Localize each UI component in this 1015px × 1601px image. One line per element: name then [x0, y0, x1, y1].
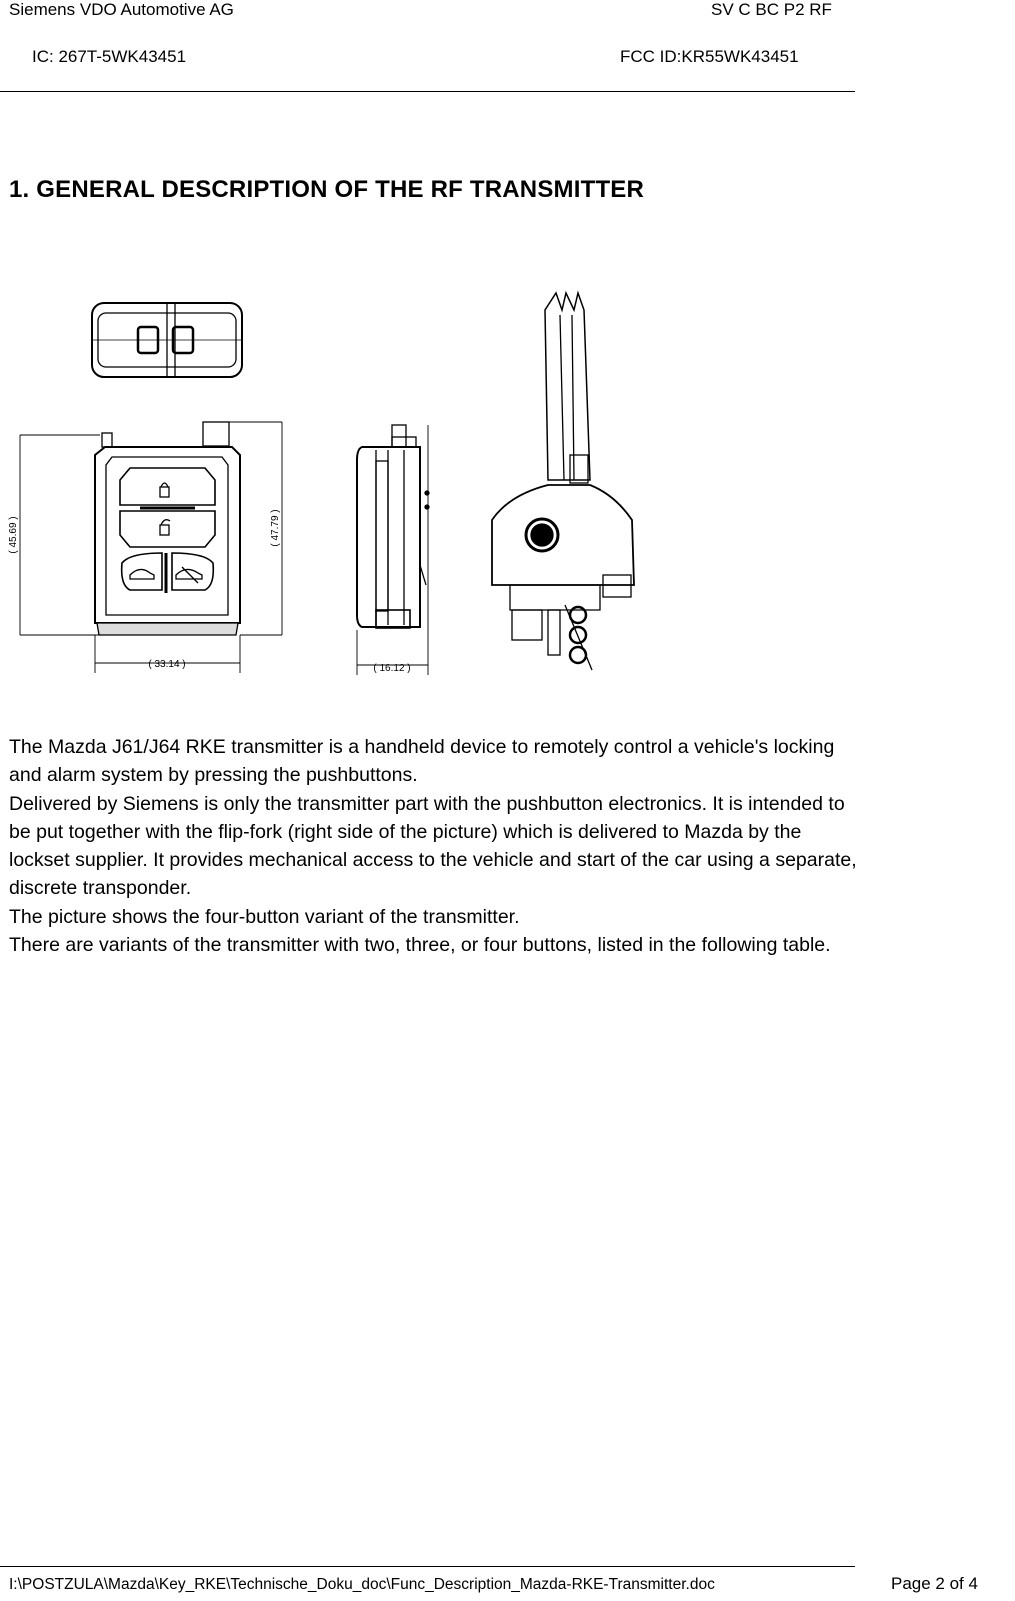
footer-page-number: Page 2 of 4 — [891, 1574, 978, 1593]
header-department: SV C BC P2 RF — [711, 0, 832, 19]
header-rule — [0, 91, 855, 92]
paragraph: The Mazda J61/J64 RKE transmitter is a handheld device to remotely control a vehicle's locking and alarm system by pressing the pushbuttons. — [9, 736, 835, 787]
transmitter-drawing — [0, 285, 660, 685]
header-company: Siemens VDO Automotive AG — [9, 0, 234, 19]
trunk-button — [122, 553, 162, 590]
top-view — [92, 303, 242, 377]
footer-rule — [0, 1566, 855, 1567]
paragraph: There are variants of the transmitter with two, three, or four buttons, listed in the following table. — [9, 934, 831, 957]
side-view — [357, 425, 429, 628]
dim-width-side: ( 16.12 ) — [373, 663, 411, 674]
dim-height-right: ( 47.79 ) — [270, 509, 281, 547]
footer-file-path: I:\POSTZULA\Mazda\Key_RKE\Technische_Doku_doc\Func_Description_Mazda-RKE-Transmitter.doc — [9, 1576, 715, 1593]
header-fcc-id: FCC ID:KR55WK43451 — [620, 47, 799, 66]
lock-icon — [160, 487, 169, 497]
car-trunk-icon — [130, 569, 154, 579]
alarm-button — [172, 553, 213, 590]
dim-height-left: ( 45.69 ) — [8, 516, 19, 554]
flip-fork — [492, 293, 634, 670]
dim-width-front: ( 33.14 ) — [148, 659, 186, 670]
unlock-icon — [160, 525, 169, 535]
description-text — [9, 733, 859, 959]
paragraph: The picture shows the four-button variant of the transmitter. — [9, 905, 520, 928]
front-view — [95, 422, 240, 635]
section-title: 1. GENERAL DESCRIPTION OF THE RF TRANSMITTER — [9, 176, 645, 203]
paragraph: Delivered by Siemens is only the transmitter part with the pushbutton electronics. It is intended to be put together with the flip-fork (right side of the picture) which is delivered to Mazda by the lockset supplier. It provides mechanical access to the vehicle and start of the car using a separate, discrete transponder. — [9, 792, 857, 900]
header-ic-number: IC: 267T-5WK43451 — [32, 47, 187, 66]
